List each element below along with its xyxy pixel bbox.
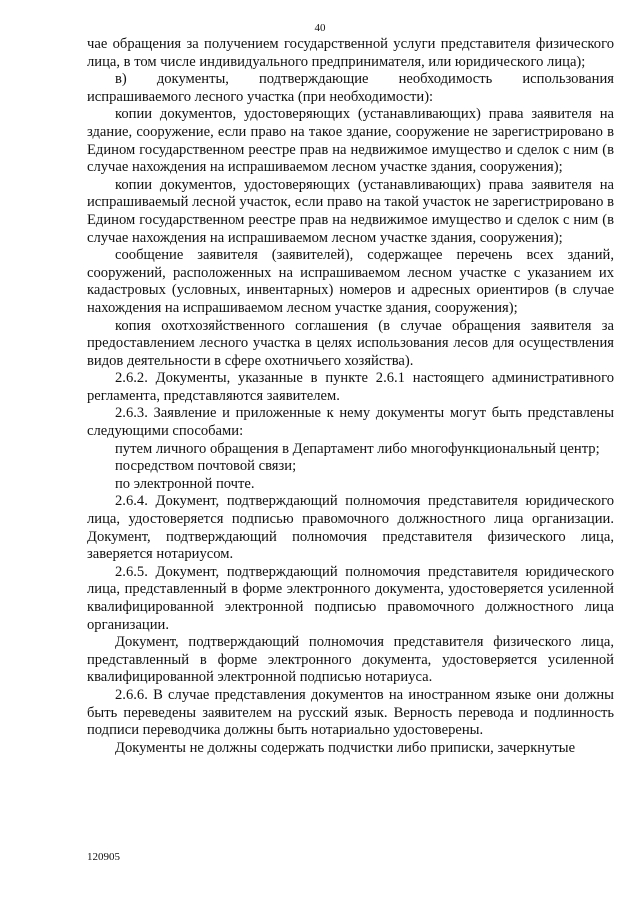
body-text [87,36,614,757]
paragraph: в) документы, подтверждающие необходимость использования испрашиваемого лесного участка (при необходимости): [87,71,614,105]
document-code: 120905 [87,851,120,863]
paragraph: 2.6.3. Заявление и приложенные к нему документы могут быть представлены следующими способами: [87,405,614,440]
paragraph: копия охотхозяйственного соглашения (в случае обращения заявителя за предоставлением лесного участка в целях использования лесов для осуществления видов деятельности в сфере охотничьего хозяйства). [87,317,614,369]
paragraph: 2.6.6. В случае представления документов на иностранном языке они должны быть переведены заявителем на русский язык. Верность перевода и подлинность подписи переводчика должны быть нотариально удостоверены. [87,686,614,739]
paragraph: копии документов, удостоверяющих (устанавливающих) права заявителя на здание, сооружение, если право на такое здание, сооружение не зарегистрировано в Едином государственном реестре прав на недвижимое имущество и сделок с ним (в случае нахождения на испрашиваемом лесном участке здания, сооружения); [87,106,614,176]
paragraph: копии документов, удостоверяющих (устанавливающих) права заявителя на испрашиваемый лесной участок, если право на такой участок не зарегистрировано в Едином государственном реестре прав на недвижимое имущество и сделок с ним (в случае нахождения на испрашиваемом лесном участке здания, сооружения); [87,176,614,246]
paragraph: сообщение заявителя (заявителей), содержащее перечень всех зданий, сооружений, расположенных на испрашиваемом лесном участке с указанием их кадастровых (условных, инвентарных) номеров и адресных ориентиров (в случае нахождения на испрашиваемом лесном участке здания, сооружения); [87,247,614,316]
paragraph: Документы не должны содержать подчистки либо приписки, зачеркнутые [115,739,576,756]
page-number: 40 [314,22,326,34]
paragraph: Документ, подтверждающий полномочия представителя физического лица, представленный в форме электронного документа, удостоверяется усиленной квалифицированной электронной подписью нотариуса. [87,634,614,686]
paragraph: 2.6.4. Документ, подтверждающий полномочия представителя юридического лица, удостоверяется подписью правомочного должностного лица организации. Документ, подтверждающий полномочия представителя физического лица, заверяется нотариусом. [87,493,614,563]
paragraph: путем личного обращения в Департамент либо многофункциональный центр; [115,440,600,457]
paragraph: посредством почтовой связи; [115,458,297,475]
paragraph: 2.6.5. Документ, подтверждающий полномочия представителя юридического лица, представленный в форме электронного документа, удостоверяется усиленной квалифицированной электронной подписью правомочного должностного лица организации. [87,563,614,633]
paragraph: по электронной почте. [115,475,255,492]
paragraph: 2.6.2. Документы, указанные в пункте 2.6.1 настоящего административного регламента, представляются заявителем. [87,370,614,404]
paragraph: чае обращения за получением государственной услуги представителя физического лица, в том числе индивидуального предпринимателя, или юридического лица); [87,36,614,70]
